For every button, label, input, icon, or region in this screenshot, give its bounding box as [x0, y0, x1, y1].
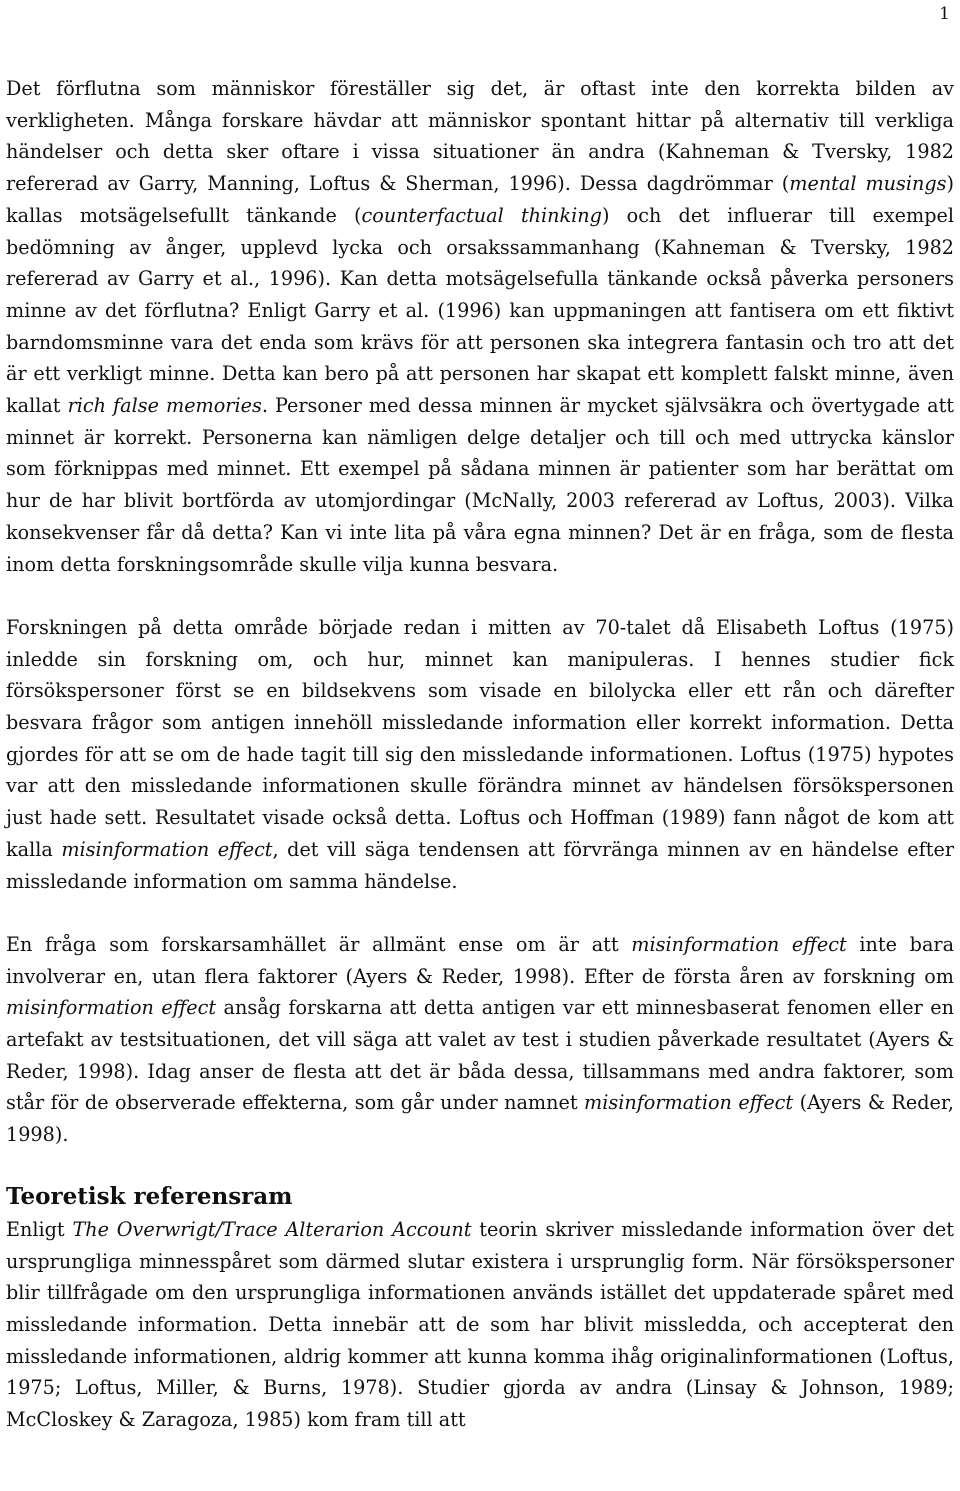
text-run: En fråga som forskarsamhället är allmänt ense om är att [6, 932, 632, 956]
text-run: inte bara involverar en, utan flera faktorer (Ayers & Reder, 1998). Efter de första åren av forskning om [6, 932, 955, 988]
text-run: ) kallas motsägelsefullt tänkande ( [6, 172, 954, 227]
text-run: Forskningen på detta område började redan i mitten av 70-talet då Elisabeth Loftus (1975) inledde sin forskning om, och hur, minnet kan manipuleras. I hennes studier fick försökspersoner först se en bildsekvens som visade en bilolycka eller ett rån och därefter besvara frågor som antigen innehöll missledande information eller korrekt information. Detta gjordes för att se om de hade tagit till sig den missledande informationen. Loftus (1975) hypotes var att den missledande informationen skulle förändra minnet av händelsen försökspersonen just hade sett. Resultatet visade också detta. Loftus och Hoffman (1989) fann något de kom att kalla [6, 615, 954, 861]
italic-term: rich false memories [67, 394, 262, 418]
text-run: teorin skriver missledande information över det ursprungliga minnesspåret som därmed slutar existera i ursprunglig form. När försökspersoner blir tillfrågade om den ursprungliga informationen används istället det uppdaterade spåret med missledande information. Detta innebär att de som har blivit missledda, och accepterat den missledande informationen, aldrig kommer att kunna komma ihåg originalinformationen (Loftus, 1975; Loftus, Miller, & Burns, 1978). Studier gjorda av andra (Linsay & Johnson, 1989; McCloskey & Zaragoza, 1985) kom fram till att [6, 1217, 954, 1432]
italic-term: misinformation effect [584, 1091, 794, 1115]
text-run: ) och det influerar till exempel bedömning av ånger, upplevd lycka och orsakssammanhang (Kahneman & Tversky, 1982 refererad av Garry et al., 1996). Kan detta motsägelsefulla tänkande också påverka personers minne av det förflutna? Enligt Garry et al. (1996) kan uppmaningen att fantisera om ett fiktivt barndomsminne vara det enda som krävs för att personen ska integrera fantasin och tro att det är ett verkligt minne. Detta kan bero på att personen har skapat ett komplett falskt minne, även kallat [6, 203, 955, 418]
text-run: ansåg forskarna att detta antigen var ett minnesbaserat fenomen eller en artefakt av testsituationen, det vill säga att valet av test i studien påverkade resultatet (Ayers & Reder, 1998). Idag anser de flesta att det är båda dessa, tillsammans med andra faktorer, som står för de observerade effekterna, som går under namnet [6, 996, 955, 1115]
text-run: , det vill säga tendensen att förvränga minnen av en händelse efter missledande information om samma händelse. [6, 837, 954, 893]
paragraph [6, 1214, 954, 1436]
paragraph [6, 73, 954, 580]
section-heading: Teoretisk referensram [6, 1182, 293, 1210]
paragraph [6, 612, 954, 897]
text-run: Det förflutna som människor föreställer sig det, är oftast inte den korrekta bilden av verkligheten. Många forskare hävdar att människor spontant hittar på alternativ till verkliga händelser och detta sker oftare i vissa situationer än andra (Kahneman & Tversky, 1982 refererad av Garry, Manning, Loftus & Sherman, 1996). Dessa dagdrömmar ( [6, 77, 954, 196]
italic-term: mental musings [789, 172, 947, 196]
text-run: (Ayers & Reder, 1998). [6, 1091, 954, 1147]
italic-term: The Overwrigt/Trace Alterarion Account [72, 1217, 472, 1241]
italic-term: misinformation effect [6, 996, 217, 1020]
paragraph [6, 929, 954, 1151]
document-body [6, 73, 954, 1436]
text-run: Enligt [6, 1217, 73, 1241]
text-run: . Personer med dessa minnen är mycket självsäkra och övertygade att minnet är korrekt. Personerna kan nämligen delge detaljer och till och med uttrycka känslor som förknippas med minnet. Ett exempel på sådana minnen är patienter som har berättat om hur de har blivit bortförda av utomjordingar (McNally, 2003 refererad av Loftus, 2003). Vilka konsekvenser får då detta? Kan vi inte lita på våra egna minnen? Det är en fråga, som de flesta inom detta forskningsområde skulle vilja kunna besvara. [6, 394, 955, 576]
italic-term: counterfactual thinking [361, 203, 602, 227]
page-number: 1 [939, 4, 950, 24]
italic-term: misinformation effect [61, 837, 273, 861]
italic-term: misinformation effect [631, 932, 847, 956]
